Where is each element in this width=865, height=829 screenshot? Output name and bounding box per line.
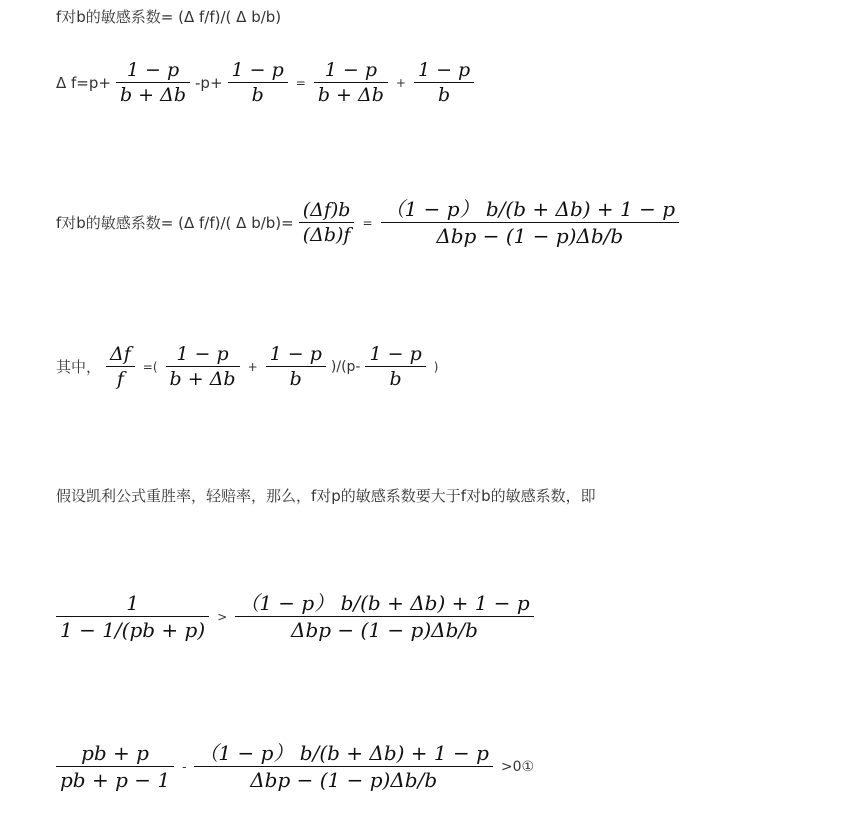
- denominator: b: [437, 84, 451, 106]
- fraction: [166, 342, 240, 391]
- minus-sign: -: [182, 759, 187, 774]
- close-paren: ): [433, 359, 439, 374]
- fraction: [228, 58, 288, 107]
- denominator: Δbp − (1 − p)Δb/b: [436, 224, 624, 248]
- fraction: [299, 198, 355, 247]
- numerator: 1 − p: [126, 59, 180, 81]
- numerator: （1 − p） b/(b + Δb) + 1 − p: [384, 197, 676, 221]
- inequality-1: [56, 590, 539, 643]
- numerator: Δf: [110, 343, 131, 365]
- fraction: [414, 58, 474, 107]
- fraction: [365, 342, 425, 391]
- denominator: b + Δb: [119, 84, 187, 106]
- plus-sign: +: [247, 359, 258, 374]
- numerator: 1 − p: [269, 343, 322, 365]
- numerator: (Δf)b: [302, 199, 351, 221]
- numerator: 1 − p: [417, 59, 471, 81]
- numerator: 1 − p: [176, 343, 229, 365]
- numerator: pb + p: [81, 741, 149, 765]
- fraction: [381, 196, 680, 249]
- line2-mid: -p+: [195, 73, 223, 92]
- sensitivity-b-expanded: [56, 196, 684, 249]
- numerator: 1: [126, 591, 139, 615]
- delta-f-equation: [56, 58, 479, 107]
- numerator: （1 − p） b/(b + Δb) + 1 − p: [198, 741, 489, 765]
- denominator: 1 − 1/(pb + p): [60, 618, 206, 642]
- fraction: [56, 590, 209, 643]
- sensitivity-b-definition: [56, 6, 281, 27]
- plus-sign: +: [395, 75, 406, 90]
- fraction: [106, 342, 135, 391]
- delta-f-over-f-equation: [56, 342, 441, 391]
- inequality-2: [56, 740, 537, 793]
- denominator: b: [289, 368, 302, 390]
- line4-mid: )/(p-: [330, 358, 361, 375]
- denominator: b + Δb: [169, 368, 236, 390]
- denominator: Δbp − (1 − p)Δb/b: [250, 768, 438, 792]
- denominator: b: [251, 84, 264, 106]
- numerator: （1 − p） b/(b + Δb) + 1 − p: [239, 591, 530, 615]
- denominator: pb + p − 1: [60, 768, 171, 792]
- denominator: b: [389, 368, 402, 390]
- equals-sign: =: [362, 215, 373, 230]
- fraction: [194, 740, 493, 793]
- fraction: [266, 342, 326, 391]
- numerator: 1 − p: [324, 59, 377, 81]
- equals-open: =(: [142, 359, 158, 374]
- line4-lead: 其中，: [56, 358, 102, 376]
- denominator: Δbp − (1 − p)Δb/b: [291, 618, 478, 642]
- fraction: [314, 58, 388, 107]
- denominator: b + Δb: [317, 84, 384, 106]
- denominator: (Δb)f: [302, 224, 351, 246]
- equals-sign: =: [295, 75, 306, 90]
- greater-than-zero-marker: >0①: [500, 758, 535, 775]
- kelly-assumption-text: [56, 485, 596, 506]
- line5-text: 假设凯利公式重胜率，轻赔率，那么，f对p的敏感系数要大于f对b的敏感系数，即: [56, 487, 596, 505]
- greater-than-sign: >: [217, 609, 228, 624]
- numerator: 1 − p: [369, 343, 422, 365]
- line1-text: f对b的敏感系数= (Δ f/f)/( Δ b/b): [56, 8, 282, 26]
- line3-lead: f对b的敏感系数= (Δ f/f)/( Δ b/b)=: [56, 214, 294, 232]
- denominator: f: [116, 368, 124, 390]
- fraction: [116, 58, 190, 107]
- line2-lead: Δ f=p+: [56, 73, 111, 92]
- fraction: [235, 590, 534, 643]
- numerator: 1 − p: [231, 59, 284, 81]
- fraction: [56, 740, 174, 793]
